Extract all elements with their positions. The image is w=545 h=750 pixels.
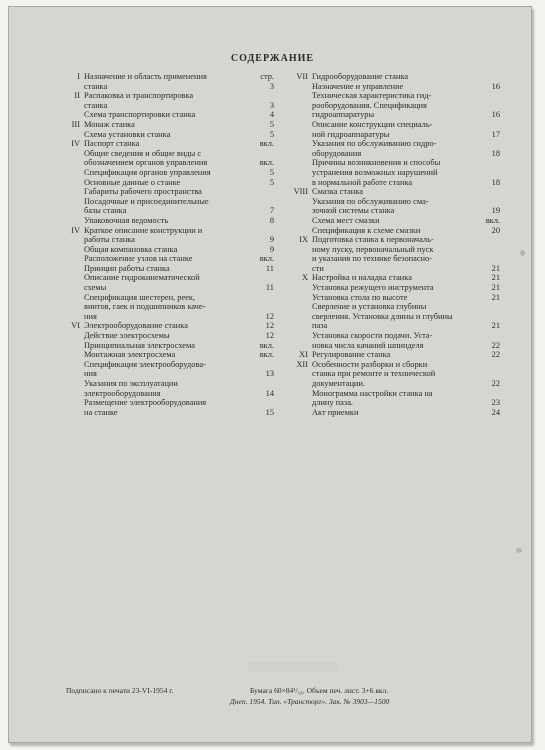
toc-page-number: 5 [269,167,274,177]
toc-entry-title: оборудования [312,148,362,158]
toc-entry-title: Спецификация органов управления [84,167,211,177]
toc-entry [62,187,274,197]
toc-entry [290,130,500,140]
toc-section-number: VII [296,72,308,81]
toc-entry [62,206,274,216]
toc-section-number: IV [71,225,80,235]
toc-page-number: 16 [491,110,500,120]
toc-page-number: 23 [491,398,500,408]
toc-page-number: вкл. [259,254,274,264]
toc-page-number: 9 [269,244,274,254]
toc-entry [62,389,274,399]
toc-entry [62,283,274,293]
toc-entry [62,139,274,149]
toc-entry [62,158,274,168]
toc-entry-title: Краткое описание конструкции и [84,225,203,235]
toc-entry-title: Схема установки станка [84,129,171,139]
toc-entry [62,293,274,303]
toc-entry [290,331,500,341]
toc-entry-title: Монаж станка [84,119,135,129]
toc-entry-title: Указания по обслуживанию гидро- [312,139,437,149]
toc-entry-title: ной гидроаппаратуры [312,129,390,139]
toc-entry [62,350,274,360]
toc-entry [290,312,500,322]
toc-entry-title: Монтажная электросхема [84,350,176,360]
toc-entry-title: Спецификация электрооборудова- [84,359,206,369]
toc-entry [62,321,274,331]
toc-entry-title: Основные данные о станке [84,177,181,187]
toc-entry [290,273,500,283]
toc-entry [290,158,500,168]
toc-page-number: 5 [269,177,274,187]
toc-entry [62,216,274,226]
toc-entry-title: паза [312,321,328,331]
toc-page-number: 9 [269,235,274,245]
toc-entry-title: Смазка станка [312,187,363,197]
toc-page-number: 21 [491,263,500,273]
toc-page-number: 4 [269,110,274,120]
toc-entry-title: Установка скорости подачи. Уста- [312,331,433,341]
toc-entry-title: Назначение и область применения [84,72,207,81]
toc-section-number: II [74,91,80,101]
toc-section-number: XI [299,350,308,360]
toc-entry [290,350,500,360]
toc-page-number: 5 [269,119,274,129]
toc-entry [290,302,500,312]
toc-entry [62,312,274,322]
toc-entry [62,264,274,274]
toc-entry [290,264,500,274]
imprint-printer: Днеп. 1954. Тип. «Трансторг». Зак. № 3903—1500 [230,697,390,706]
toc-entry-title: электрооборудования [84,388,161,398]
toc-section-number: IV [71,139,80,149]
toc-entry [290,149,500,159]
toc-entry [290,360,500,370]
toc-entry [290,398,500,408]
toc-entry [290,389,500,399]
toc-entry-title: сверления. Установка длины и глубины [312,311,453,321]
toc-page-number: 22 [491,350,500,360]
toc-entry-title: Описание гидрокинематической [84,273,200,283]
toc-entry [290,293,500,303]
toc-entry [62,72,274,82]
toc-entry [62,178,274,188]
toc-entry-title: Распаковка и транспортировка [84,91,194,101]
toc-entry-title: Спецификация к схеме смазки [312,225,421,235]
page-title: СОДЕРЖАНИЕ [230,53,315,64]
toc-page-number: 3 [269,81,274,91]
toc-entry [62,408,274,418]
toc-entry [290,245,500,255]
toc-entry [290,283,500,293]
toc-entry [290,139,500,149]
paper-stain [520,250,525,256]
toc-entry-title: базы станка [84,206,127,216]
toc-entry-title: Сверление и установка глубины [312,302,427,312]
toc-entry-title: Подготовка станка к первоначаль- [312,235,434,245]
toc-entry [62,197,274,207]
toc-page-number: 18 [491,148,500,158]
toc-entry-title: Расположение узлов на станке [84,254,193,264]
toc-entry [290,178,500,188]
toc-page-number: 22 [491,379,500,388]
toc-entry-title: Схема мест смазки [312,215,380,225]
toc-page-number: вкл. [485,215,500,225]
toc-entry-title: Регулирование станка [312,350,391,360]
toc-entry-title: Посадочные и присоединительные [84,196,209,206]
toc-entry-title: Размещение электрооборудования [84,398,207,408]
toc-entry [62,273,274,283]
toc-entry-title: Спецификация шестерен, реек, [84,292,196,302]
toc-entry-title: Особенности разборки и сборки [312,359,428,369]
toc-page-number: 20 [491,225,500,235]
toc-entry-title: Гидрооборудование станка [312,72,409,81]
toc-entry [290,341,500,351]
toc-page-number: 21 [491,292,500,302]
toc-entry-title: в нормальной работе станка [312,177,413,187]
imprint-paper: Бумага 60×84¹/₁₆. Объем печ. лист. 3+6 вкл. [250,686,389,695]
toc-entry [62,235,274,245]
toc-entry [290,120,500,130]
toc-entry-title: винтов, гаек и подшипников каче- [84,302,206,312]
toc-entry [62,226,274,236]
toc-entry [62,149,274,159]
toc-page-number: 19 [491,206,500,216]
toc-page-number: 16 [491,81,500,91]
toc-page-number: 22 [491,340,500,350]
toc-page-number: 3 [269,100,274,110]
toc-entry-title: Акт приемки [312,407,359,417]
toc-entry-title: Указания по обслуживанию сма- [312,196,429,206]
toc-entry-title: на станке [84,407,118,417]
toc-entry-title: Действие электросхемы [84,331,170,341]
toc-entry [62,120,274,130]
toc-entry-title: длину паза. [312,398,354,408]
toc-section-number: VI [71,321,80,331]
toc-page-number: 15 [265,407,274,417]
toc-left-column [62,72,274,417]
toc-entry-title: Схема транспортировки станка [84,110,196,120]
toc-entry-title: Установка стола по высоте [312,292,408,302]
toc-entry-title: Назначение и управление [312,81,404,91]
toc-entry [290,216,500,226]
toc-page-number: вкл. [259,350,274,360]
toc-entry [62,254,274,264]
toc-entry [290,101,500,111]
toc-section-number: I [77,72,80,81]
toc-entry-title: Упаковочная ведомость [84,215,169,225]
toc-entry [290,206,500,216]
toc-entry-title: станка при ремонте и технической [312,369,436,379]
toc-entry [62,302,274,312]
toc-entry [290,197,500,207]
toc-entry-title: ному пуску, первоначальный пуск [312,244,434,254]
toc-entry [62,341,274,351]
toc-section-number: VIII [293,187,308,197]
toc-entry [62,360,274,370]
toc-entry-title: обозначением органов управления [84,158,208,168]
toc-entry-title: ния [84,369,97,379]
toc-section-number: X [301,273,308,283]
toc-section-number: XII [296,359,308,369]
toc-entry-title: работы станка [84,235,135,245]
toc-entry-title: Паспорт станка [84,139,140,149]
toc-page-number: 13 [265,369,274,379]
toc-entry [290,72,500,82]
toc-entry-title: Монограмма настройки станка на [312,388,433,398]
toc-section-number: III [71,119,80,129]
toc-entry [290,226,500,236]
toc-page-number: 5 [269,129,274,139]
toc-page-number: стр. [260,72,274,81]
toc-entry-title: Принцип работы станка [84,263,170,273]
toc-entry-title: Техническая характеристика гид- [312,91,432,101]
toc-entry [62,369,274,379]
toc-entry-title: документации. [312,379,365,388]
toc-section-number: IX [299,235,308,245]
toc-entry-title: Установка режущего инструмента [312,283,434,293]
toc-entry-title: ния [84,311,97,321]
toc-entry-title: сти [312,263,324,273]
toc-entry-title: Описание конструкции специаль- [312,119,433,129]
toc-entry-title: Указания по эксплуатации [84,379,178,388]
toc-entry [62,110,274,120]
toc-entry [62,82,274,92]
toc-page-number: 17 [491,129,500,139]
toc-page-number: 7 [269,206,274,216]
toc-page-number: вкл. [259,158,274,168]
toc-entry-title: Общие сведения и общие виды с [84,148,202,158]
toc-entry [290,168,500,178]
toc-entry [290,82,500,92]
toc-page-number: 18 [491,177,500,187]
toc-entry-title: новка числа качаний шпинделя [312,340,424,350]
toc-entry-title: Общая компановка станка [84,244,178,254]
toc-page-number: 11 [265,263,274,273]
toc-entry-title: Габариты рабочего пространства [84,187,202,197]
toc-entry [290,379,500,389]
toc-page-number: 14 [265,388,274,398]
toc-right-column [290,72,500,417]
toc-entry-title: Причины возникновения и способы [312,158,441,168]
toc-page-number: 12 [265,321,274,331]
toc-entry [62,379,274,389]
toc-entry [62,91,274,101]
toc-entry-title: и указания по технике безопасно- [312,254,433,264]
imprint-signed: Подписано к печати 23-VI-1954 г. [66,686,174,695]
paper-stain [516,548,522,553]
toc-entry-title: гидроаппаратуры [312,110,375,120]
toc-entry [290,254,500,264]
toc-entry-title: станка [84,100,108,110]
toc-entry [62,101,274,111]
toc-entry [62,130,274,140]
toc-entry [290,187,500,197]
toc-page-number: 11 [265,283,274,293]
toc-entry [290,110,500,120]
faded-stamp [248,662,338,672]
toc-entry [290,91,500,101]
toc-entry-title: Электрооборудование станка [84,321,188,331]
toc-page-number: 12 [265,311,274,321]
toc-entry-title: Принципиальная электросхема [84,340,195,350]
toc-page-number: 21 [491,321,500,331]
toc-entry-title: схемы [84,283,107,293]
toc-entry [62,331,274,341]
toc-page-number: 12 [265,331,274,341]
toc-page-number: 21 [491,273,500,283]
toc-entry-title: устранения возможных нарушений [312,167,438,177]
toc-entry [290,408,500,418]
toc-entry-title: зочной системы станка [312,206,395,216]
toc-entry [62,398,274,408]
toc-entry [290,369,500,379]
toc-entry [290,321,500,331]
toc-entry-title: рооборудования. Спецификация [312,100,427,110]
toc-entry [62,245,274,255]
toc-page-number: 8 [269,215,274,225]
toc-entry [62,168,274,178]
toc-entry-title: станка [84,81,108,91]
toc-page-number: вкл. [259,340,274,350]
toc-page-number: 21 [491,283,500,293]
toc-page-number: вкл. [259,139,274,149]
toc-entry-title: Настройка и наладка станка [312,273,412,283]
toc-entry [290,235,500,245]
toc-page-number: 24 [491,407,500,417]
